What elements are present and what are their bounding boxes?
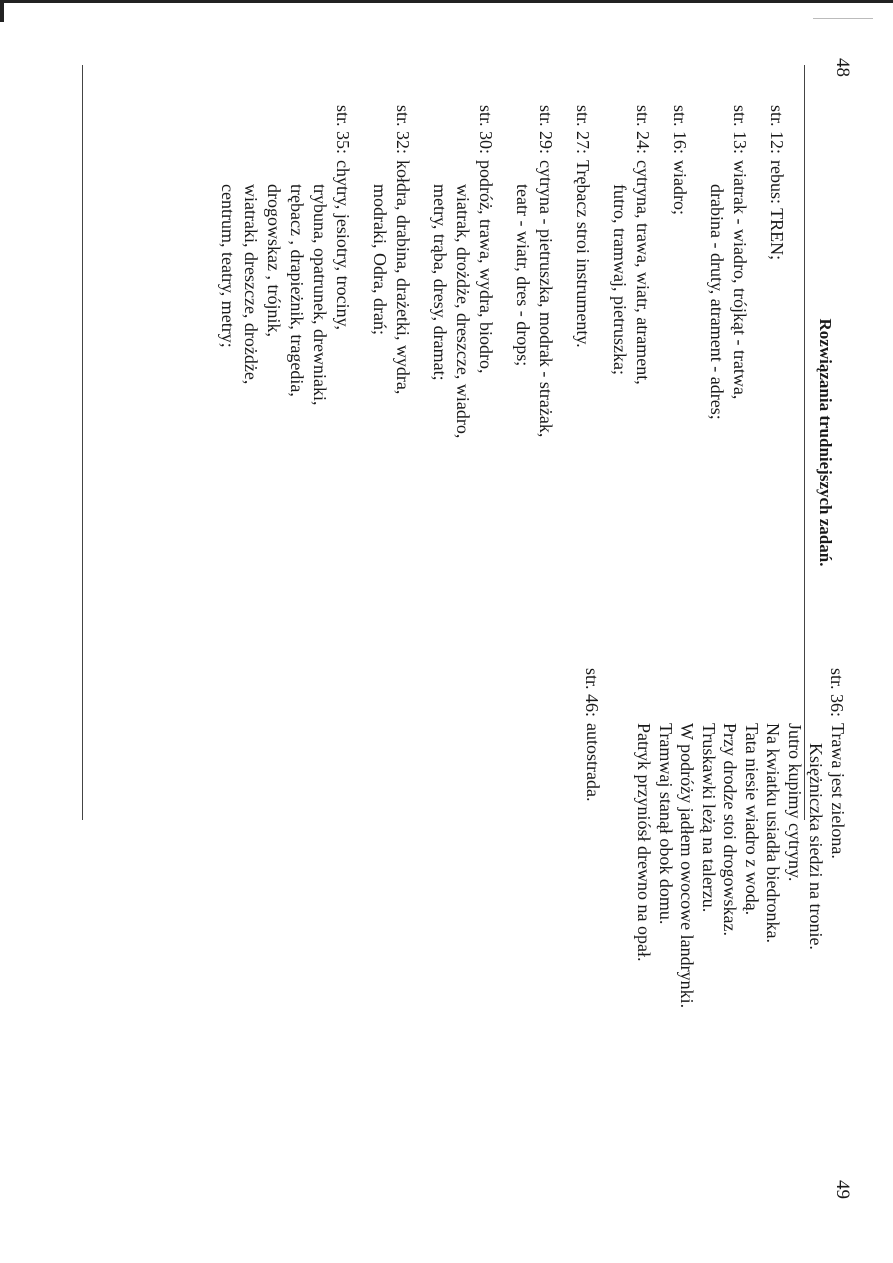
solution-text <box>428 160 497 835</box>
solution-text <box>368 160 414 835</box>
solution-line: chytry, jesiotry, trociny, <box>333 160 353 330</box>
page-reference: str. 16: <box>670 105 690 155</box>
page-reference: str. 46: <box>582 668 602 718</box>
solution-line: Jutro kupimy cytryny. <box>785 723 805 882</box>
solution-entry <box>633 668 848 1228</box>
solution-line: wiatraki, dreszcze, drożdże, <box>241 184 261 385</box>
solution-line: wiatrak, drożdże, dreszcze, wiadro, <box>453 184 473 439</box>
page-reference: str. 12: <box>767 105 787 155</box>
heading-rule-bottom <box>82 65 83 820</box>
solution-line: Trębacz stroi instrumenty. <box>573 160 593 348</box>
solution-line: Księżniczka siedzi na tronie. <box>806 743 827 950</box>
solution-line: W podróży jadłem owocowe landrynki. <box>677 723 698 1009</box>
solution-line: metry, trąba, dresy, dramat; <box>430 184 450 381</box>
page-reference: str. 35: <box>333 105 353 155</box>
solution-line: Truskawki leżą na talerzu. <box>699 723 719 913</box>
solution-line: Przy drodze stoi drogowskaz. <box>720 723 741 936</box>
solution-entry <box>428 105 497 835</box>
solution-line: rebus: TREN; <box>767 160 787 261</box>
solution-line: autostrada. <box>583 723 603 802</box>
page-reference: str. 36: <box>827 668 847 718</box>
solution-line: modraki, Odra, drań; <box>370 184 390 335</box>
solutions-list-right <box>550 668 848 1228</box>
solution-entry <box>216 105 354 835</box>
solution-line: drogowskaz , trójnik, <box>264 184 284 337</box>
solution-line: drabina - druty, atrament - adres; <box>707 184 727 420</box>
page-reference: str. 13: <box>730 105 750 155</box>
solution-line: futro, tramwaj, pietruszka; <box>610 184 630 375</box>
solution-line: wiatrak - wiadro, trójkąt - tratwa, <box>730 160 750 400</box>
solution-line: Patryk przyniósł drewno na opał. <box>634 723 655 962</box>
solution-entry <box>580 668 603 1228</box>
solution-line: Tramwaj stanął obok domu. <box>656 723 676 925</box>
page-number-left: 48 <box>832 58 853 77</box>
page-reference: str. 29: <box>536 105 556 155</box>
page-reference: str. 24: <box>633 105 653 155</box>
solution-line: trębacz , drapieżnik, tragedia, <box>287 184 307 397</box>
solution-line: podróż, trawa, wydra, biodro, <box>476 160 496 374</box>
page-number-right: 49 <box>832 1180 853 1199</box>
page-reference: str. 27: <box>573 105 593 155</box>
section-heading: Rozwiązania trudniejszych zadań. <box>816 318 835 567</box>
solution-text <box>216 160 354 835</box>
solution-entry <box>368 105 414 835</box>
solution-line: kołdra, drabina, drażetki, wydra, <box>393 160 413 395</box>
solution-line: Trawa jest zielona. <box>828 723 848 859</box>
page-reference: str. 32: <box>393 105 413 155</box>
solution-line: cytryna - pietruszka, modrak - strażak, <box>536 160 556 438</box>
page-reference: str. 30: <box>476 105 496 155</box>
solution-line: trybuna, opatrunek, drewniaki, <box>310 184 330 406</box>
solution-text <box>580 723 603 1228</box>
solution-line: Na kwiatku usiadła biedronka. <box>763 723 784 943</box>
solution-text <box>633 723 848 1228</box>
solution-line: cytryna, trawa, wiatr, atrament, <box>633 160 653 385</box>
solution-line: teatr - wiatr, dres - drops; <box>513 184 533 367</box>
solution-line: Tata niesie wiadro z wodą. <box>742 723 762 916</box>
solution-line: centrum, teatry, metry; <box>218 184 238 348</box>
solution-line: wiadro; <box>670 160 690 215</box>
